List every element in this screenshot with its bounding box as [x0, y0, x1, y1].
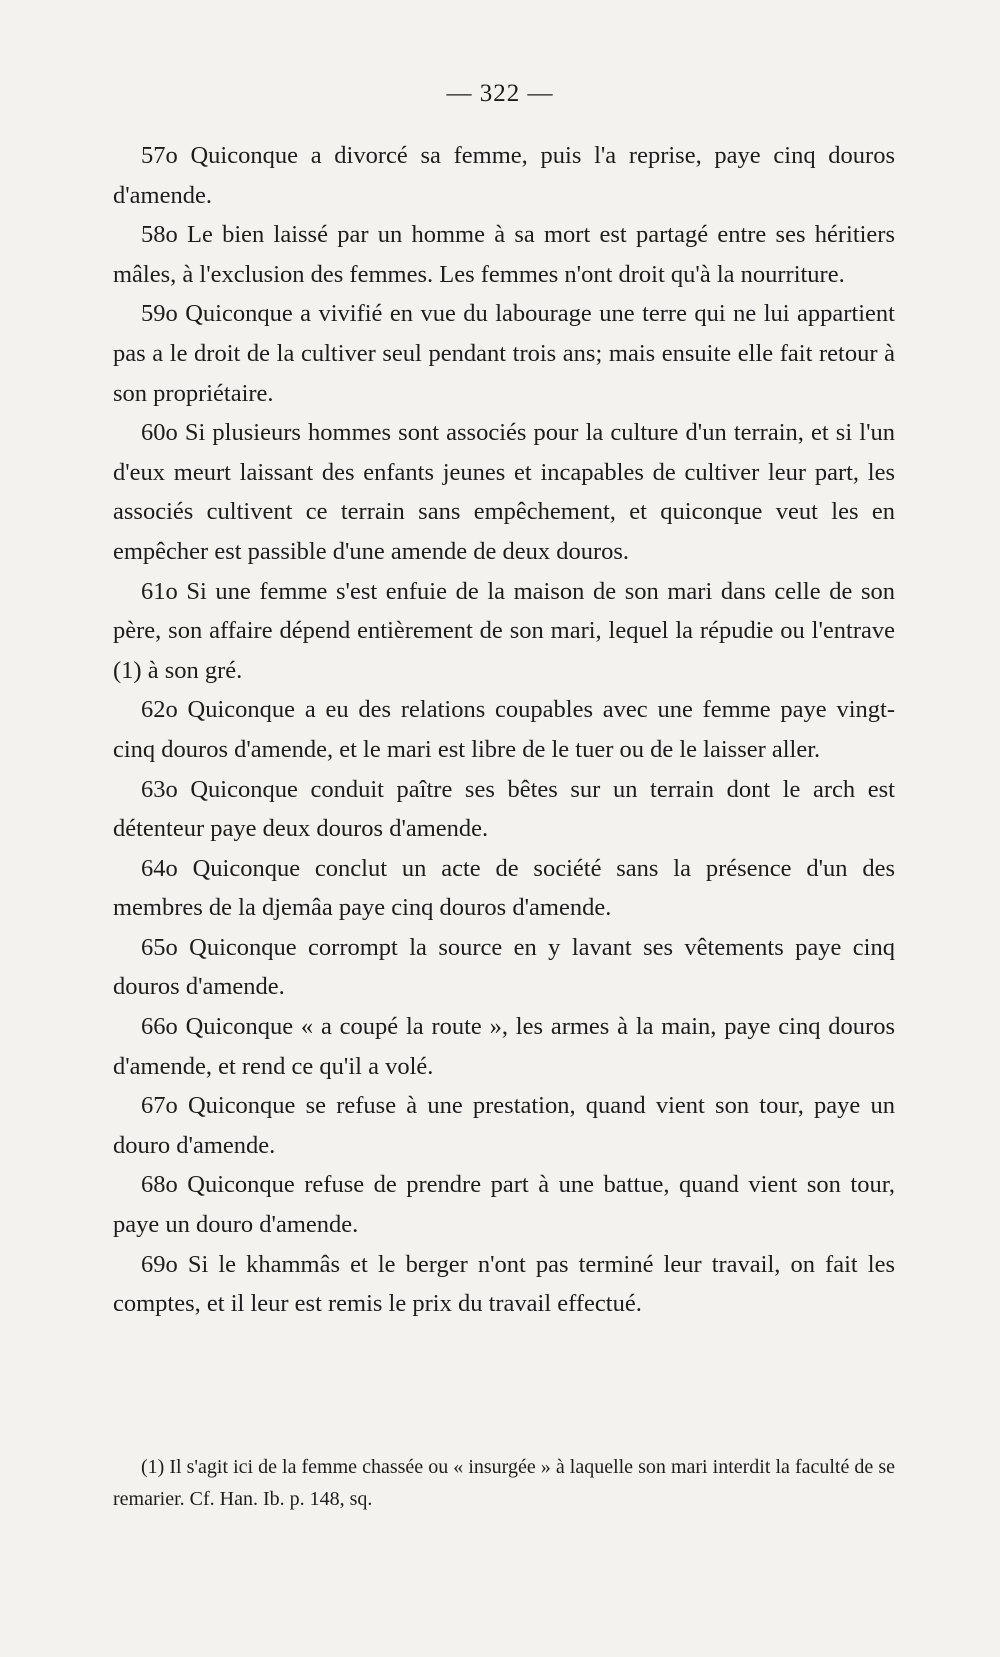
paragraph-63: 63o Quiconque conduit paître ses bêtes sur un terrain dont le arch est détenteur paye deux douros d'amende.: [113, 775, 895, 843]
paragraph-66: 66o Quiconque « a coupé la route », les armes à la main, paye cinq douros d'amende, et rend ce qu'il a volé.: [113, 1013, 895, 1080]
paragraph-64: 64o Quiconque conclut un acte de société sans la présence d'un des membres de la djemâa paye cinq douros d'amende.: [113, 854, 895, 922]
footnote-text: (1) Il s'agit ici de la femme chassée ou « insurgée » à laquelle son mari interdit la faculté de se remarier. Cf. Han. Ib. p. 148, sq.: [113, 1456, 895, 1510]
paragraph-57: 57o Quiconque a divorcé sa femme, puis l'a reprise, paye cinq douros d'amende.: [113, 142, 895, 209]
paragraph-60: 60o Si plusieurs hommes sont associés pour la culture d'un terrain, et si l'un d'eux meurt laissant des enfants jeunes et incapables de cultiver leur part, les associés cultivent ce terrain sans empêchement, et quiconque veut les en empêcher est passible d'une amende de deux douros.: [113, 419, 895, 565]
paragraph-58: 58o Le bien laissé par un homme à sa mort est partagé entre ses héritiers mâles, à l'exclusion des femmes. Les femmes n'ont droit qu'à la nourriture.: [113, 221, 895, 288]
paragraph-69: 69o Si le khammâs et le berger n'ont pas terminé leur travail, on fait les comptes, et il leur est remis le prix du travail effectué.: [113, 1250, 895, 1318]
page-number: — 322 —: [446, 80, 554, 107]
paragraph-61: 61o Si une femme s'est enfuie de la maison de son mari dans celle de son père, son affaire dépend entièrement de son mari, lequel la répudie ou l'entrave (1) à son gré.: [113, 577, 895, 684]
body-text: [113, 136, 895, 1324]
footnote: [113, 1451, 895, 1515]
paragraph-62: 62o Quiconque a eu des relations coupables avec une femme paye vingt-cinq douros d'amende, et le mari est libre de le tuer ou de le laisser aller.: [113, 696, 895, 763]
paragraph-59: 59o Quiconque a vivifié en vue du labourage une terre qui ne lui appartient pas a le droit de la cultiver seul pendant trois ans; mais ensuite elle fait retour à son propriétaire.: [113, 300, 895, 407]
paragraph-68: 68o Quiconque refuse de prendre part à une battue, quand vient son tour, paye un douro d'amende.: [113, 1171, 895, 1239]
paragraph-67: 67o Quiconque se refuse à une prestation, quand vient son tour, paye un douro d'amende.: [113, 1092, 895, 1159]
paragraph-65: 65o Quiconque corrompt la source en y lavant ses vêtements paye cinq douros d'amende.: [113, 933, 895, 1001]
